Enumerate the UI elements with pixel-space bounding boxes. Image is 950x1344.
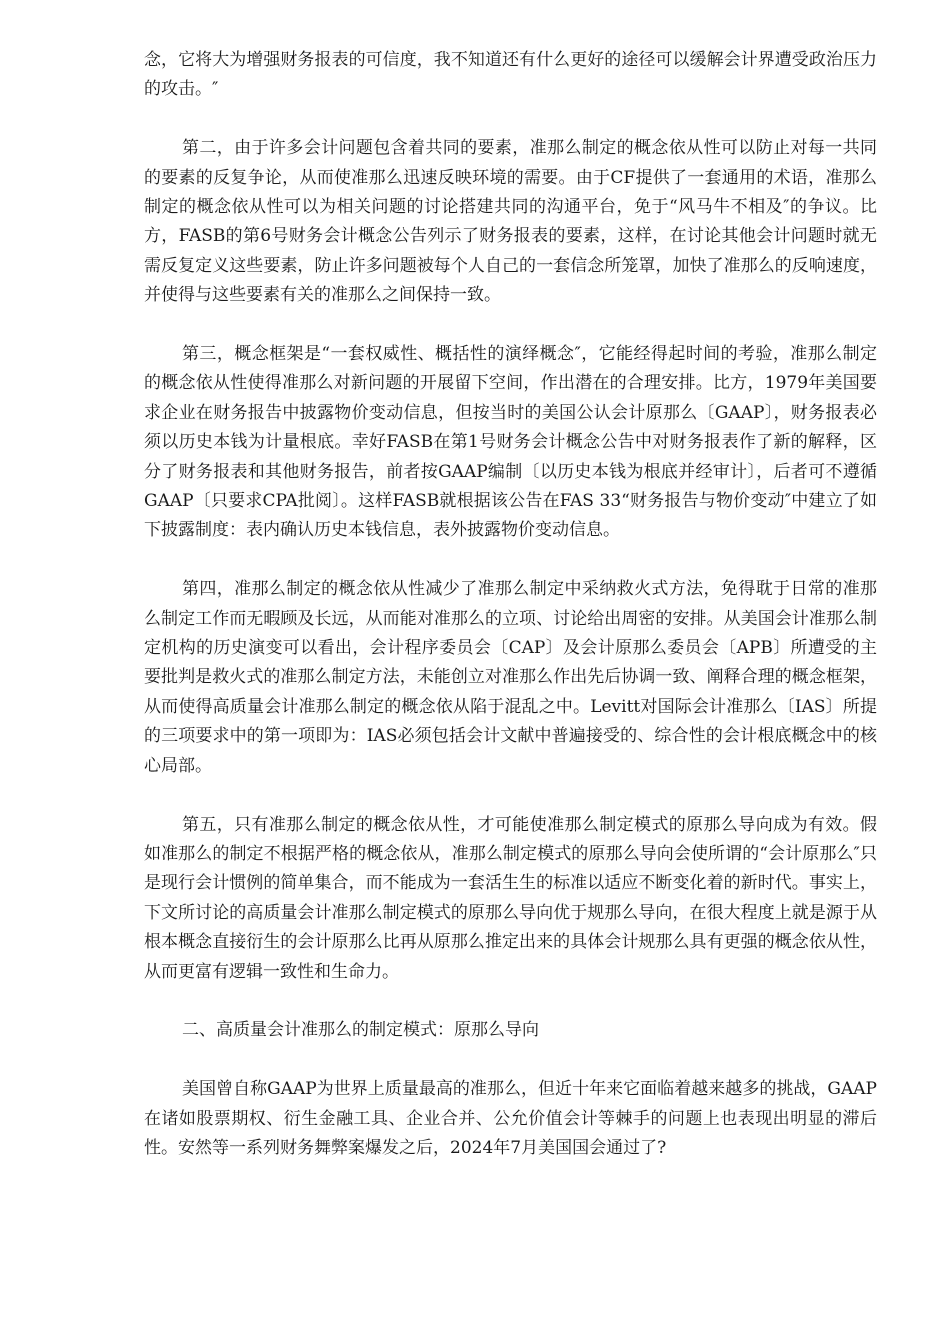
document-page <box>144 46 877 1163</box>
paragraph-gap <box>144 105 877 134</box>
paragraph-third-point: 第三，概念框架是“一套权威性、概括性的演绎概念″，它能经得起时间的考验，准那么制定的概念依从性使得准那么对新问题的开展留下空间，作出潜在的合理安排。比方，1979年美国要求企业在财务报告中披露物价变动信息，但按当时的美国公认会计原那么〔GAAP〕，财务报表必须以历史本钱为计量根底。幸好FASB在第1号财务会计概念公告中对财务报表作了新的解释，区分了财务报表和其他财务报告，前者按GAAP编制〔以历史本钱为根底并经审计〕，后者可不遵循GAAP〔只要求CPA批阅〕。这样FASB就根据该公告在FAS 33“财务报告与物价变动″中建立了如下披露制度：表内确认历史本钱信息，表外披露物价变动信息。 <box>144 344 877 541</box>
paragraph-gap <box>144 781 877 810</box>
paragraph-fifth-point: 第五，只有准那么制定的概念依从性，才可能使准那么制定模式的原那么导向成为有效。假如准那么的制定不根据严格的概念依从，准那么制定模式的原那么导向会使所谓的“会计原那么″只是现行会计惯例的简单集合，而不能成为一套活生生的标准以适应不断变化着的新时代。事实上，下文所讨论的高质量会计准那么制定模式的原那么导向优于规那么导向，在很大程度上就是源于从根本概念直接衍生的会计原那么比再从原那么推定出来的具体会计规那么具有更强的概念依从性，从而更富有逻辑一致性和生命力。 <box>144 814 877 982</box>
paragraph-fourth-point: 第四，准那么制定的概念依从性减少了准那么制定中采纳救火式方法，免得耽于日常的准那么制定工作而无暇顾及长远，从而能对准那么的立项、讨论给出周密的安排。从美国会计准那么制定机构的历史演变可以看出，会计程序委员会〔CAP〕及会计原那么委员会〔APB〕所遭受的主要批判是救火式的准那么制定方法，未能创立对准那么作出先后协调一致、阐释合理的概念框架，从而使得高质量会计准那么制定的概念依从陷于混乱之中。Levitt对国际会计准那么〔IAS〕所提的三项要求中的第一项即为：IAS必须包括会计文献中普遍接受的、综合性的会计根底概念中的核心局部。 <box>144 579 877 776</box>
paragraph-gap <box>144 1046 877 1075</box>
paragraph-continuation: 念，它将大为增强财务报表的可信度，我不知道还有什么更好的途径可以缓解会计界遭受政治压力的攻击。″ <box>144 50 877 100</box>
paragraph-gap <box>144 311 877 340</box>
paragraph-second-point: 第二，由于许多会计问题包含着共同的要素，准那么制定的概念依从性可以防止对每一共同的要素的反复争论，从而使准那么迅速反映环境的需要。由于CF提供了一套通用的术语，准那么制定的概念依从性可以为相关问题的讨论搭建共同的沟通平台，免于“风马牛不相及″的争议。比方，FASB的第6号财务会计概念公告列示了财务报表的要素，这样，在讨论其他会计问题时就无需反复定义这些要素，防止许多问题被每个人自己的一套信念所笼罩，加快了准那么的反响速度，并使得与这些要素有关的准那么之间保持一致。 <box>144 138 877 306</box>
paragraph-gap <box>144 987 877 1016</box>
paragraph-gaap-intro: 美国曾自称GAAP为世界上质量最高的准那么，但近十年来它面临着越来越多的挑战，GAAP在诸如股票期权、衍生金融工具、企业合并、公允价值会计等棘手的问题上也表现出明显的滞后性。安然等一系列财务舞弊案爆发之后，2024年7月美国国会通过了? <box>144 1079 877 1158</box>
section-heading: 二、高质量会计准那么的制定模式：原那么导向 <box>182 1020 539 1041</box>
paragraph-gap <box>144 546 877 575</box>
